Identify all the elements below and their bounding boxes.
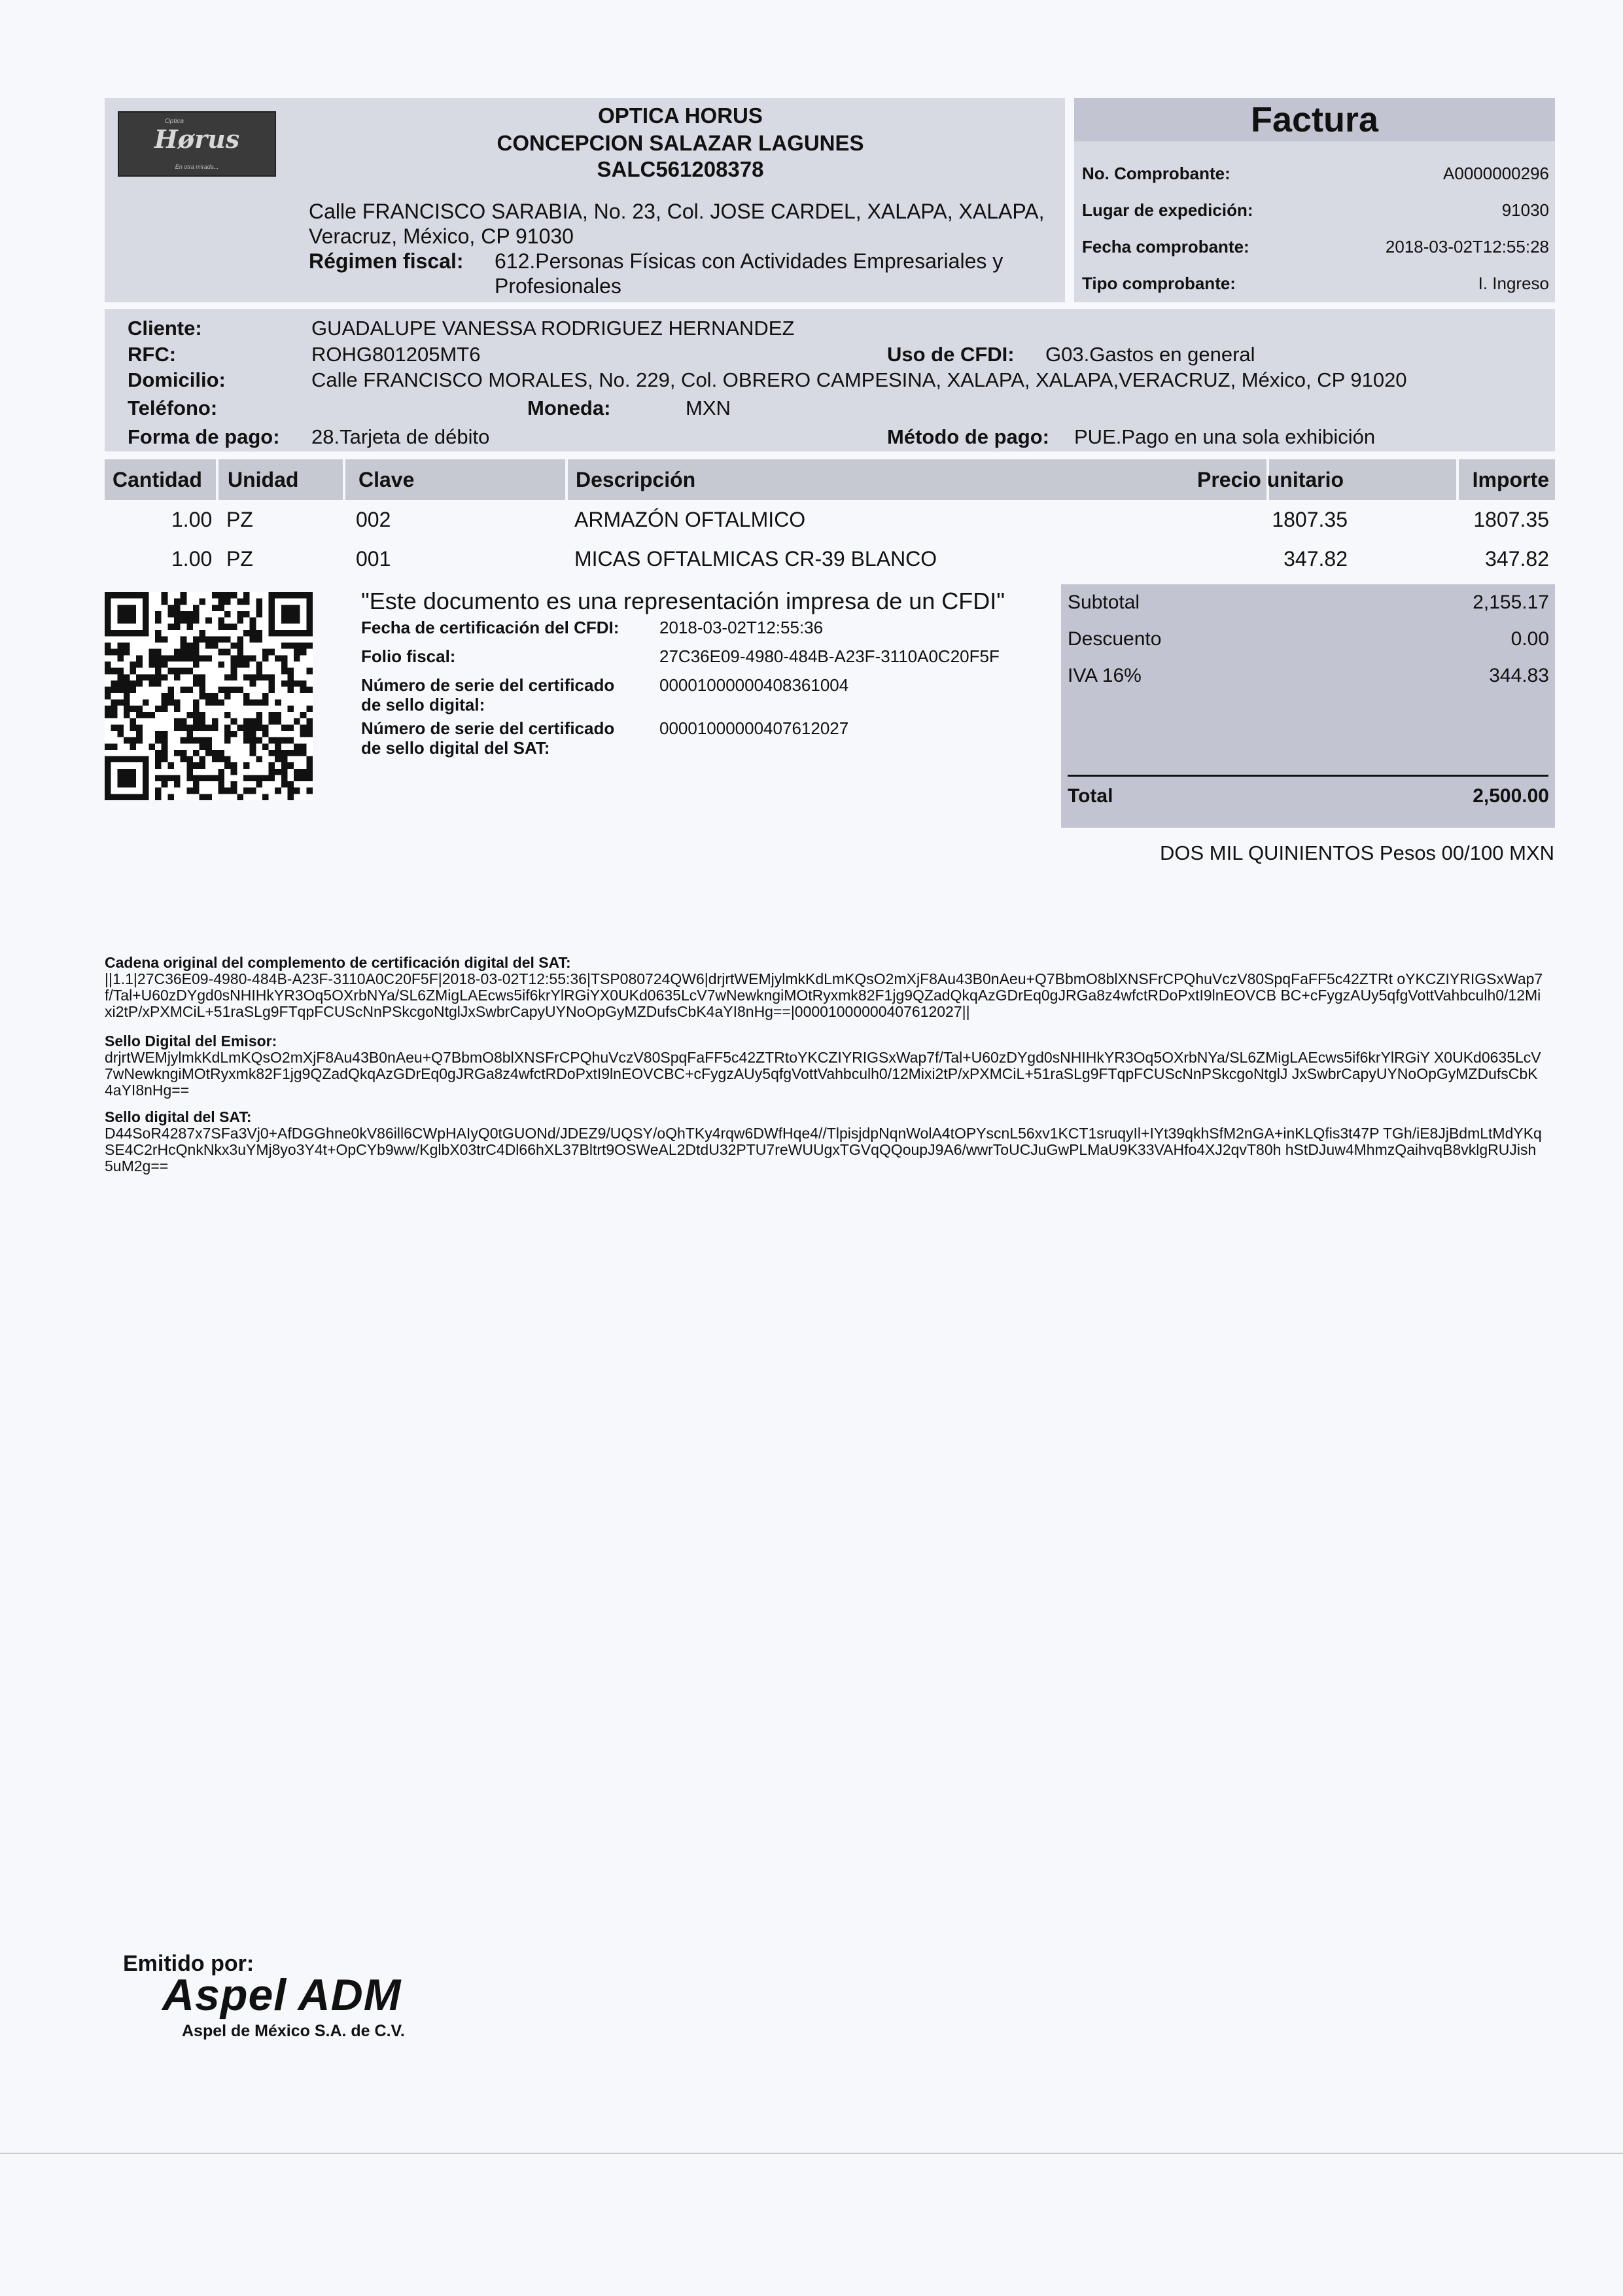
subtotal-label: Subtotal	[1068, 592, 1140, 613]
regimen-value-line1: 612.Personas Físicas con Actividades Empresariales y	[495, 249, 1003, 273]
issuer-name: OPTICA HORUS	[598, 103, 763, 128]
discount-value: 0.00	[1510, 628, 1549, 650]
issuer-owner: CONCEPCION SALAZAR LAGUNES	[497, 131, 864, 155]
invoice-type-label: Tipo comprobante:	[1082, 274, 1236, 293]
client-rfc: ROHG801205MT6	[311, 343, 481, 366]
cert-date-value: 2018-03-02T12:55:36	[659, 618, 824, 637]
row2-descripcion: MICAS OFTALMICAS CR-39 BLANCO	[574, 547, 937, 571]
cert-serial-value: 00001000000408361004	[659, 675, 849, 695]
col-header-descripcion: Descripción	[576, 468, 696, 491]
cadena-original-text: ||1.1|27C36E09-4980-484B-A23F-3110A0C20F5F|2018-03-02T12:55:36|TSP080724QW6|drjrtWEMjylmkKdLmKQsO2mXjF8Au43B0nAeu+Q7BbmO8blXNSFrCPQhuVczV80SpqFaFF5c42ZTRt oYKCZIYRIGSxWap7f/Tal+U60zDYgd0sNHIHkYR3Oq5OXrbNYa/SL6ZMigLAEcws5if6krYlRGiYX0UKd0635LcV7wNewkngiMOtRyxmk82F1jg9QZadQkqAzGDrEq0gJRGa8z4wfctRDoPxtI9lnEOVCB BC+cFygzAUy5qfgVottVahbculh0/12Mixi2tP/xPXMCiL+51raSLg9FTqpFCUScNnPSkcgoNtglJxSwbrCapyUYNoOpGyMZDufsCbK4aYI8nHg==|00001000000407612027||	[105, 970, 1543, 1020]
col-header-precio: Precio unitario	[1197, 468, 1344, 491]
cert-serial-label-1: Número de serie del certificado	[361, 675, 615, 695]
row2-cantidad: 1.00	[171, 547, 213, 571]
cfdi-use-value: G03.Gastos en general	[1045, 343, 1255, 366]
sat-serial-value: 00001000000407612027	[659, 718, 849, 738]
col-header-unidad: Unidad	[228, 468, 299, 491]
cert-serial-label-2: de sello digital:	[361, 695, 485, 715]
aspel-logo: Aspel ADM	[162, 1970, 402, 2020]
cfdi-use-label: Uso de CFDI:	[887, 343, 1015, 366]
client-name: GUADALUPE VANESSA RODRIGUEZ HERNANDEZ	[311, 317, 795, 340]
row1-descripcion: ARMAZÓN OFTALMICO	[574, 508, 806, 531]
totals-divider	[1068, 775, 1548, 777]
discount-label: Descuento	[1068, 628, 1162, 650]
col-header-cantidad: Cantidad	[113, 468, 202, 491]
sat-serial-label-1: Número de serie del certificado	[361, 718, 615, 738]
row2-unidad: PZ	[226, 547, 253, 571]
payment-form-label: Forma de pago:	[128, 425, 280, 448]
cfdi-statement: "Este documento es una representación impresa de un CFDI"	[361, 588, 1005, 614]
row1-clave: 002	[356, 508, 391, 531]
invoice-type-value: I. Ingreso	[1478, 274, 1549, 293]
col-header-clave: Clave	[358, 468, 415, 491]
regimen-label: Régimen fiscal:	[309, 249, 464, 273]
page-bottom-edge	[0, 2153, 1623, 2154]
payment-form-value: 28.Tarjeta de débito	[311, 425, 490, 448]
row1-unidad: PZ	[226, 508, 253, 531]
qr-code	[105, 592, 313, 800]
payment-method-value: PUE.Pago en una sola exhibición	[1074, 425, 1376, 448]
regimen-value-line2: Profesionales	[495, 274, 621, 298]
issuer-address-line1: Calle FRANCISCO SARABIA, No. 23, Col. JOSE CARDEL, XALAPA, XALAPA,	[309, 200, 1045, 223]
iva-label: IVA 16%	[1068, 665, 1142, 686]
currency-label: Moneda:	[527, 397, 611, 419]
client-address-label: Domicilio:	[128, 368, 226, 391]
iva-value: 344.83	[1489, 665, 1549, 686]
sat-serial-label-2: de sello digital del SAT:	[361, 738, 550, 758]
invoice-number-label: No. Comprobante:	[1082, 164, 1230, 183]
company-logo: Optica Hørus En otra mirada...	[118, 111, 276, 177]
payment-method-label: Método de pago:	[887, 425, 1049, 448]
issued-by-label: Emitido por:	[123, 1951, 254, 1976]
currency-value: MXN	[686, 397, 731, 419]
issuer-address-line2: Veracruz, México, CP 91030	[309, 224, 574, 248]
folio-label: Folio fiscal:	[361, 646, 456, 666]
row2-precio: 347.82	[1283, 547, 1348, 571]
amount-in-words: DOS MIL QUINIENTOS Pesos 00/100 MXN	[1160, 841, 1554, 864]
row1-cantidad: 1.00	[171, 508, 213, 531]
issue-place-value: 91030	[1501, 200, 1549, 220]
total-value: 2,500.00	[1473, 785, 1549, 807]
client-label: Cliente:	[128, 317, 202, 340]
folio-value: 27C36E09-4980-484B-A23F-3110A0C20F5F	[659, 646, 1000, 666]
row2-importe: 347.82	[1485, 547, 1549, 571]
sello-emisor-text: drjrtWEMjylmkKdLmKQsO2mXjF8Au43B0nAeu+Q7BbmO8blXNSFrCPQhuVczV80SpqFaFF5c42ZTRtoYKCZIYRIGSxWap7f/Tal+U60zDYgd0sNHIHkYR3Oq5OXrbNYa/SL6ZMigLAEcws5if6krYlRGiY X0UKd0635LcV7wNewkngiMOtRyxmk82F1jg9QZadQkqAzGDrEq0gJRGa8z4wfctRDoPxtI9lnEOVCBC+cFygzAUy5qfgVottVahbculh0/12Mixi2tP/xPXMCiL+51raSLg9FTqpFCUScNnPSkcgoNtglJ JxSwbrCapyUYNoOpGyMZDufsCbK4aYI8nHg==	[105, 1049, 1541, 1099]
col-header-importe: Importe	[1472, 468, 1549, 491]
sello-sat-label: Sello digital del SAT:	[105, 1108, 252, 1125]
total-label: Total	[1068, 785, 1113, 807]
row1-precio: 1807.35	[1272, 508, 1348, 531]
invoice-number-value: A0000000296	[1443, 164, 1549, 183]
cert-date-label: Fecha de certificación del CFDI:	[361, 618, 620, 637]
invoice-date-label: Fecha comprobante:	[1082, 237, 1249, 256]
cadena-original-label: Cadena original del complemento de certificación digital del SAT:	[105, 954, 571, 971]
subtotal-value: 2,155.17	[1473, 592, 1549, 613]
invoice-date-value: 2018-03-02T12:55:28	[1385, 237, 1549, 256]
sello-emisor-label: Sello Digital del Emisor:	[105, 1033, 277, 1050]
sello-sat-text: D44SoR4287x7SFa3Vj0+AfDGGhne0kV86ill6CWpHAIyQ0tGUONd/JDEZ9/UQSY/oQhTKy4rqw6DWfHqe4//TlpisjdpNqnWolA4tOPYscnL56xv1KCT1sruqyIl+IYt39qkhSfM2nGA+inKLQfis3t47P TGh/iE8JjBdmLtMdYKqSE4C2rHcQnkNkx3uYMj8yo3Y4t+OpCYb9ww/KglbX03trC4Dl66hXL37Bltrt9OSWeAL2DtdU32PTU7reWUUgxTGVqQQoupJ9A6/wwrToUCJuGwPLMaU9K33VAHfo4XJ2qvT80h hStDJuw4MhmzQaihvqB8vklgRUJish5uM2g==	[105, 1125, 1542, 1174]
aspel-company: Aspel de México S.A. de C.V.	[182, 2022, 405, 2040]
row2-clave: 001	[356, 547, 391, 571]
client-phone-label: Teléfono:	[128, 397, 218, 419]
invoice-title: Factura	[1250, 100, 1379, 139]
issue-place-label: Lugar de expedición:	[1082, 200, 1253, 220]
issuer-rfc: SALC561208378	[597, 157, 764, 181]
client-address: Calle FRANCISCO MORALES, No. 229, Col. OBRERO CAMPESINA, XALAPA, XALAPA,VERACRUZ, México, CP 91020	[311, 368, 1407, 391]
client-rfc-label: RFC:	[128, 343, 177, 366]
row1-importe: 1807.35	[1473, 508, 1549, 531]
